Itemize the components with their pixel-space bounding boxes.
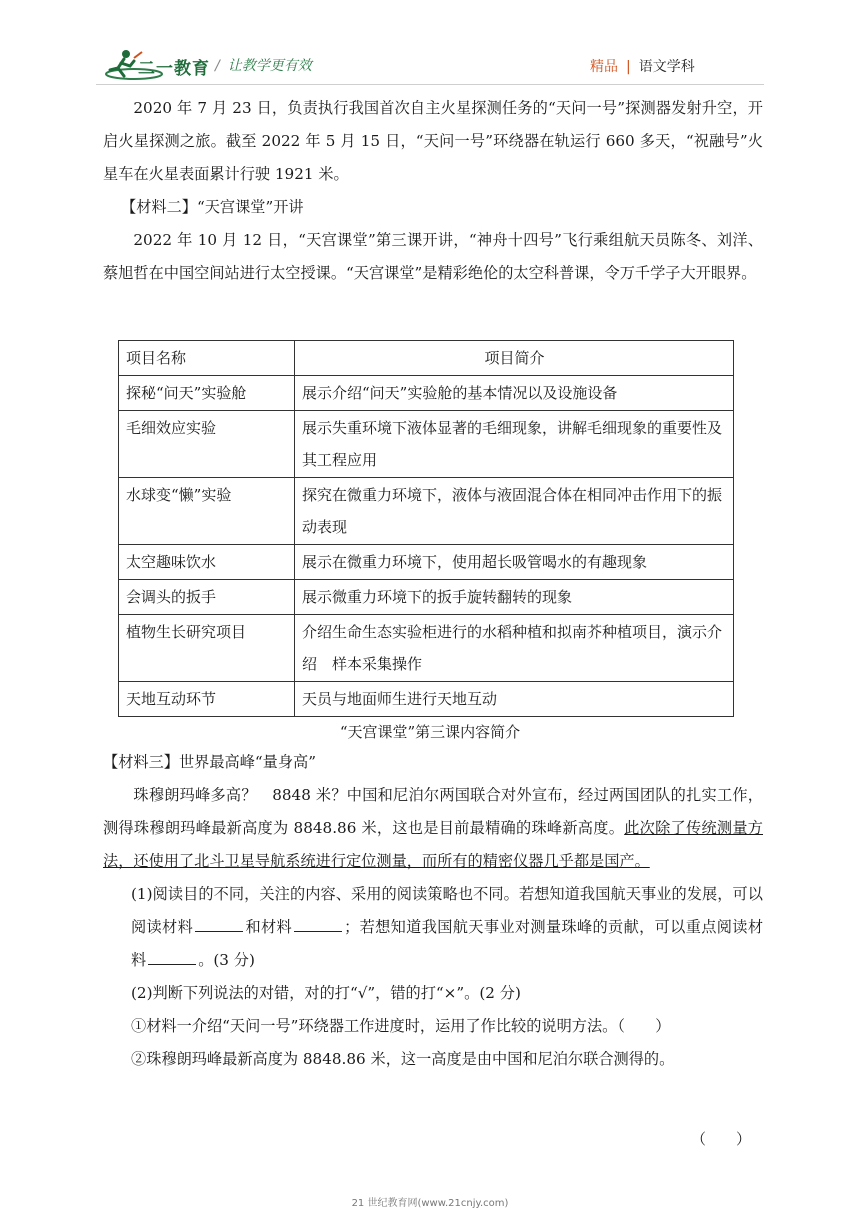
table-cell-desc: 展示在微重力环境下，使用超长吸管喝水的有趣现象 — [295, 545, 734, 580]
page-footer: 21 世纪教育网(www.21cnjy.com) — [351, 1198, 509, 1209]
slogan: / 让教学更有效 — [215, 58, 312, 74]
table-cell-name: 会调头的扳手 — [119, 580, 295, 615]
header-separator: | — [626, 59, 631, 75]
answer-blank[interactable] — [195, 917, 243, 932]
material2-heading: 【材料二】“天宫课堂”开讲 — [121, 198, 304, 216]
answer-paren[interactable]: （ ） — [691, 1130, 752, 1148]
table-row — [119, 478, 734, 545]
page-header — [0, 0, 860, 80]
question-2-item-2: ②珠穆朗玛峰最新高度为 8848.86 米，这一高度是由中国和尼泊尔联合测得的。 — [131, 1050, 675, 1068]
table-row — [119, 545, 734, 580]
table-cell-name: 毛细效应实验 — [119, 411, 295, 478]
table-cell-desc: 介绍生命生态实验柜进行的水稻种植和拟南芥种植项目，演示介绍 样本采集操作 — [295, 615, 734, 682]
table-row — [119, 411, 734, 478]
question-2-item-1: ①材料一介绍“天问一号”环绕器工作进度时，运用了作比较的说明方法。（ ） — [131, 1017, 671, 1035]
table-header-name: 项目名称 — [119, 341, 295, 376]
table-row — [119, 615, 734, 682]
header-right — [590, 56, 695, 76]
table-row — [119, 376, 734, 411]
subject-label: 语文学科 — [638, 59, 695, 75]
quality-badge: 精品 — [590, 59, 618, 75]
table-cell-name: 天地互动环节 — [119, 682, 295, 717]
answer-blank[interactable] — [148, 950, 196, 965]
table-cell-name: 水球变“懒”实验 — [119, 478, 295, 545]
question-1: (1)阅读目的不同，关注的内容、采用的阅读策略也不同。若想知道我国航天事业的发展，可以阅读材料 和材料 ；若想知道我国航天事业对测量珠峰的贡献，可以重点阅读材料 。(3 分) — [131, 885, 764, 969]
lower-content — [103, 746, 763, 1076]
table-cell-name: 太空趣味饮水 — [119, 545, 295, 580]
table-row — [119, 580, 734, 615]
material3-paragraph: 珠穆朗玛峰多高？ 8848 米？中国和尼泊尔两国联合对外宣布，经过两国团队的扎实工作，测得珠穆朗玛峰最新高度为 8848.86 米，这也是目前最精确的珠峰新高度。此次除了传统测量方法，还使用了北斗卫星导航系统进行定位测量，而所有的精密仪器几乎都是国产。 — [103, 786, 763, 870]
table-header-row — [119, 341, 734, 376]
project-table — [118, 340, 734, 717]
main-content — [103, 92, 763, 290]
logo-text: 二一教育 — [138, 59, 210, 79]
table-row — [119, 682, 734, 717]
table-caption: “天宫课堂”第三课内容简介 — [339, 723, 521, 741]
table-cell-name: 探秘“问天”实验舱 — [119, 376, 295, 411]
table-cell-desc: 探究在微重力环境下，液体与液固混合体在相同冲击作用下的振动表现 — [295, 478, 734, 545]
table-cell-name: 植物生长研究项目 — [119, 615, 295, 682]
header-rule — [96, 84, 764, 85]
question-2: (2)判断下列说法的对错，对的打“√”，错的打“×”。(2 分) — [131, 984, 521, 1002]
intro-paragraph: 2020 年 7 月 23 日，负责执行我国首次自主火星探测任务的“天问一号”探测器发射升空，开启火星探测之旅。截至 2022 年 5 月 15 日，“天问一号”环绕器在轨运行 660 多天，“祝融号”火星车在火星表面累计行驶 1921 米。 — [103, 99, 763, 183]
table-cell-desc: 展示失重环境下液体显著的毛细现象，讲解毛细现象的重要性及其工程应用 — [295, 411, 734, 478]
table-cell-desc: 展示微重力环境下的扳手旋转翻转的现象 — [295, 580, 734, 615]
material3-heading: 【材料三】世界最高峰“量身高” — [103, 753, 316, 771]
material2-paragraph: 2022 年 10 月 12 日，“天宫课堂”第三课开讲，“神舟十四号”飞行乘组航天员陈冬、刘洋、蔡旭哲在中国空间站进行太空授课。“天宫课堂”是精彩绝伦的太空科普课，令万千学子大开眼界。 — [103, 231, 763, 282]
table-cell-desc: 天员与地面师生进行天地互动 — [295, 682, 734, 717]
underlined-sentence: 此次除了传统测量方法，还使用了北斗卫星导航系统进行定位测量，而所有的精密仪器几乎都是国产。 — [103, 819, 763, 870]
answer-blank[interactable] — [294, 917, 342, 932]
table-cell-desc: 展示介绍“问天”实验舱的基本情况以及设施设备 — [295, 376, 734, 411]
table-header-desc: 项目简介 — [295, 341, 734, 376]
